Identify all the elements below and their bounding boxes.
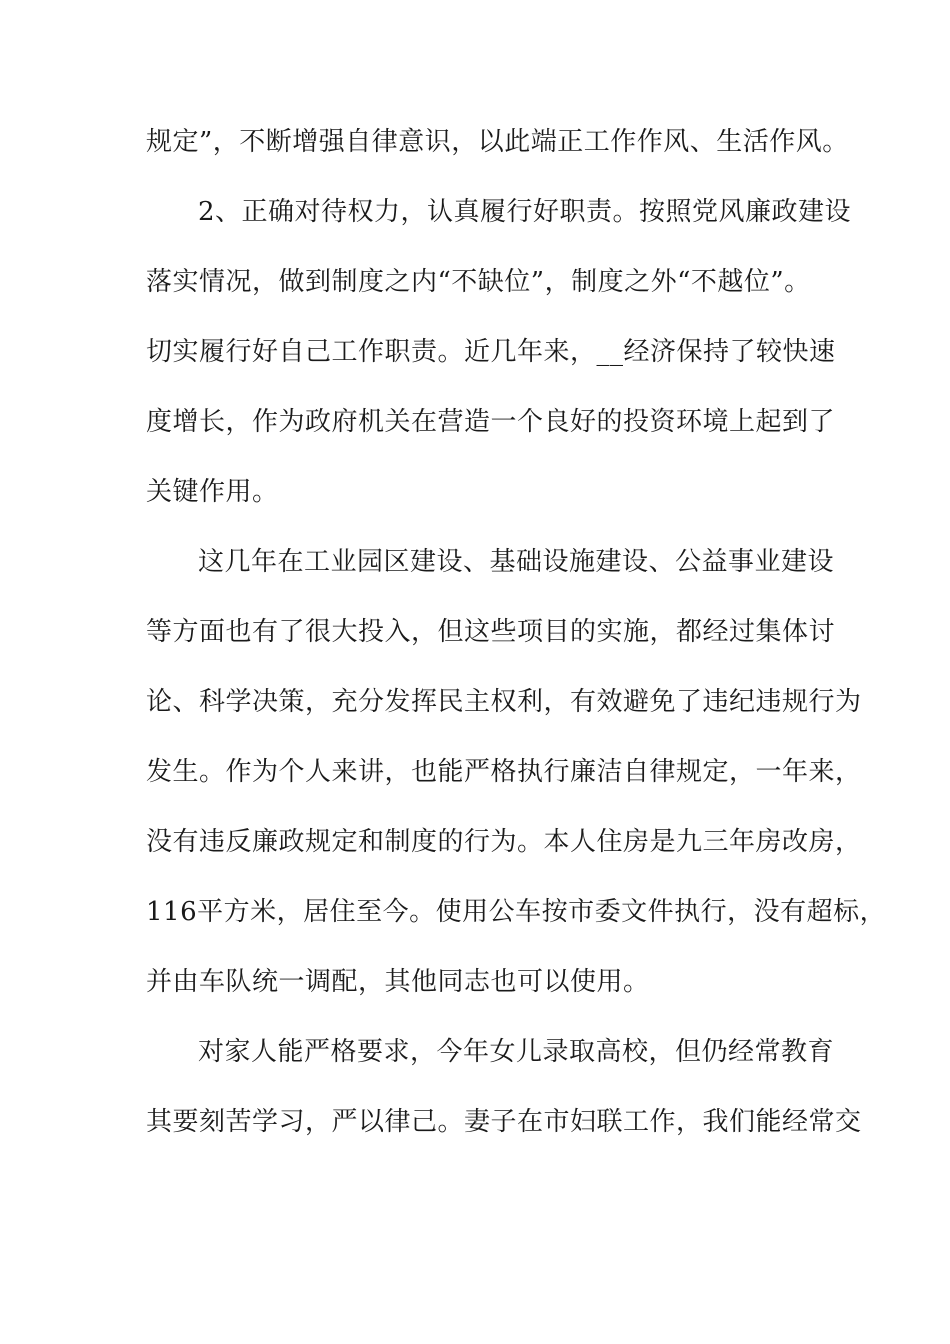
body-text [146,124,887,1174]
text-line: 并由车队统一调配，其他同志也可以使用。 [146,967,650,997]
paragraph-start-line: 这几年在工业园区建设、基础设施建设、公益事业建设 [198,547,835,577]
text-line: 等方面也有了很大投入，但这些项目的实施，都经过集体讨 [146,617,836,647]
paragraph-start-line: 2、正确对待权力，认真履行好职责。按照党风廉政建设 [198,197,852,227]
text-line: 没有违反廉政规定和制度的行为。本人住房是九三年房改房， [146,827,862,857]
paragraph-start-line: 对家人能严格要求，今年女儿录取高校，但仍经常教育 [198,1037,835,1067]
text-line: 落实情况，做到制度之内“不缺位”，制度之外“不越位”。 [146,267,811,297]
text-line: 度增长，作为政府机关在营造一个良好的投资环境上起到了 [146,407,836,437]
text-line: 切实履行好自己工作职责。近几年来，__经济保持了较快速 [146,337,836,367]
text-line: 其要刻苦学习，严以律己。妻子在市妇联工作，我们能经常交 [146,1107,862,1137]
text-line: 116平方米，居住至今。使用公车按市委文件执行，没有超标， [146,897,887,927]
text-line: 关键作用。 [146,477,279,507]
text-line: 发生。作为个人来讲，也能严格执行廉洁自律规定，一年来， [146,757,862,787]
text-line: 论、科学决策，充分发挥民主权利，有效避免了违纪违规行为 [146,687,862,717]
text-line: 规定”，不断增强自律意识，以此端正工作作风、生活作风。 [146,127,849,157]
